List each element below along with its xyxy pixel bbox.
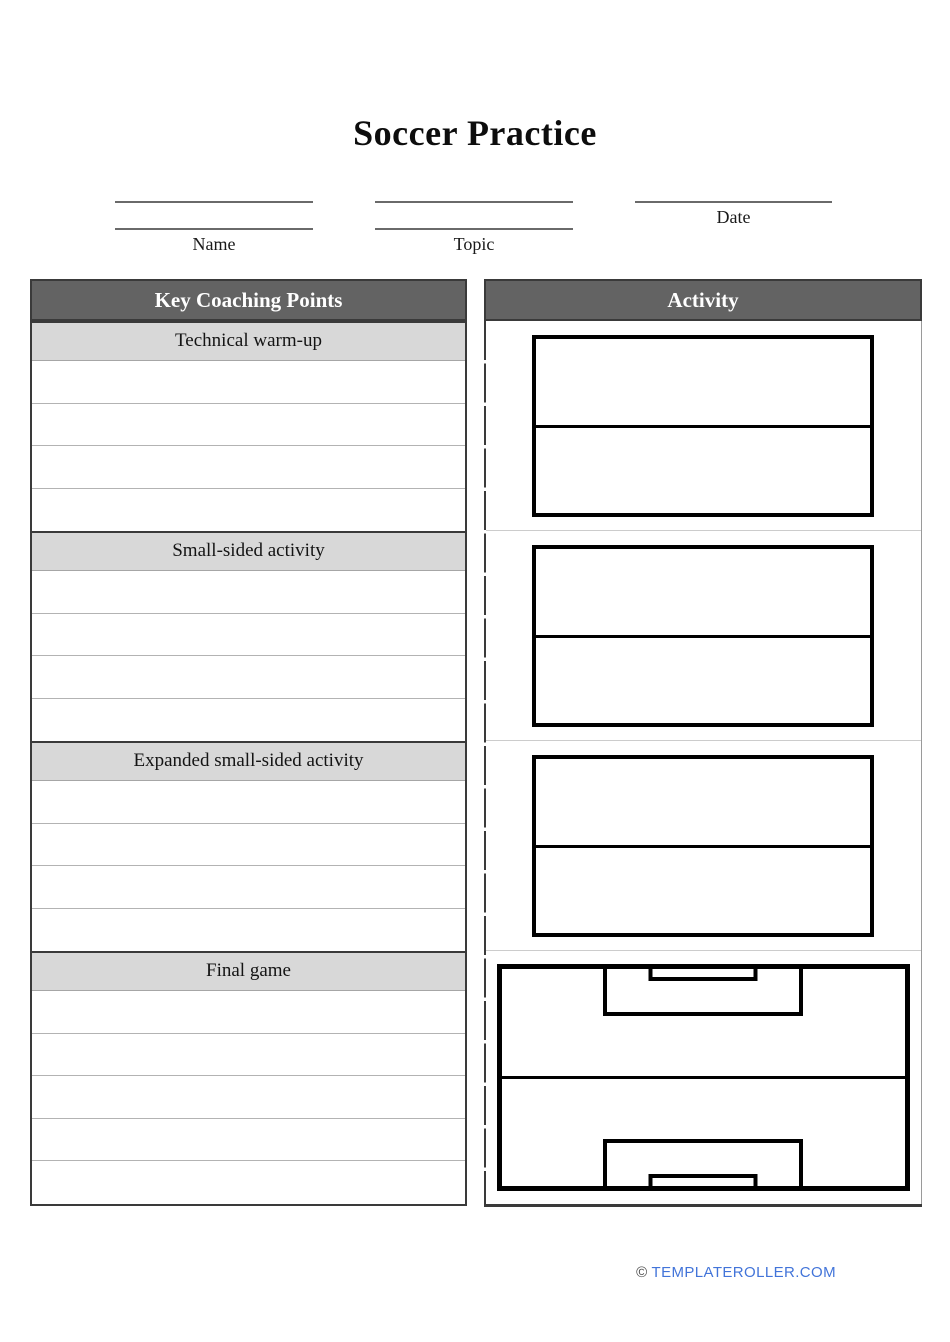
templateroller-link[interactable]: TEMPLATEROLLER.COM (651, 1264, 836, 1281)
blank-row (32, 1161, 465, 1204)
blank-row (32, 909, 465, 952)
blank-row (32, 699, 465, 742)
topic-blank-line-1 (375, 177, 573, 203)
half-field-diagram (532, 545, 874, 727)
half-field-diagram (532, 755, 874, 937)
name-field-group (115, 177, 313, 255)
blank-row (32, 361, 465, 404)
blank-row (32, 656, 465, 699)
blank-row (32, 781, 465, 824)
page-title: Soccer Practice (353, 113, 597, 153)
goal-box-top (649, 969, 758, 981)
activity-cell (484, 741, 922, 951)
activity-body (484, 321, 922, 1207)
blank-row (32, 1034, 465, 1077)
key-coaching-points-header: Key Coaching Points (30, 279, 467, 321)
halfway-line (502, 1076, 905, 1079)
date-field-label: Date (716, 207, 751, 227)
activity-cell (484, 951, 922, 1204)
activity-cell (484, 531, 922, 741)
activity-table (484, 279, 922, 1207)
blank-row (32, 866, 465, 909)
divider-line (536, 425, 870, 428)
blank-row (32, 991, 465, 1034)
blank-row (32, 404, 465, 447)
blank-row (32, 489, 465, 532)
date-field-group (635, 177, 832, 228)
activity-header: Activity (484, 279, 922, 321)
key-coaching-points-table (30, 279, 467, 1206)
goal-box-bottom (649, 1174, 758, 1186)
name-blank-line-1 (115, 177, 313, 203)
section-header-row: Final game (32, 951, 465, 991)
blank-row (32, 1119, 465, 1162)
topic-blank-line-2 (375, 204, 573, 230)
divider-line (536, 845, 870, 848)
blank-row (32, 446, 465, 489)
section-header-row: Expanded small-sided activity (32, 741, 465, 781)
divider-line (536, 635, 870, 638)
section-header-row: Small-sided activity (32, 531, 465, 571)
soccer-field-diagram (497, 964, 910, 1191)
section-header-row: Technical warm-up (32, 321, 465, 361)
topic-field-group (375, 177, 573, 255)
copyright-icon: © (636, 1264, 648, 1281)
footer (636, 1264, 836, 1281)
blank-row (32, 1076, 465, 1119)
blank-row (32, 614, 465, 657)
name-blank-line-2 (115, 204, 313, 230)
blank-row (32, 571, 465, 614)
blank-row (32, 824, 465, 867)
activity-cell (484, 321, 922, 531)
half-field-diagram (532, 335, 874, 517)
topic-field-label: Topic (453, 234, 495, 254)
date-blank-line (635, 177, 832, 203)
name-field-label: Name (192, 234, 236, 254)
key-coaching-points-body (30, 321, 467, 1206)
